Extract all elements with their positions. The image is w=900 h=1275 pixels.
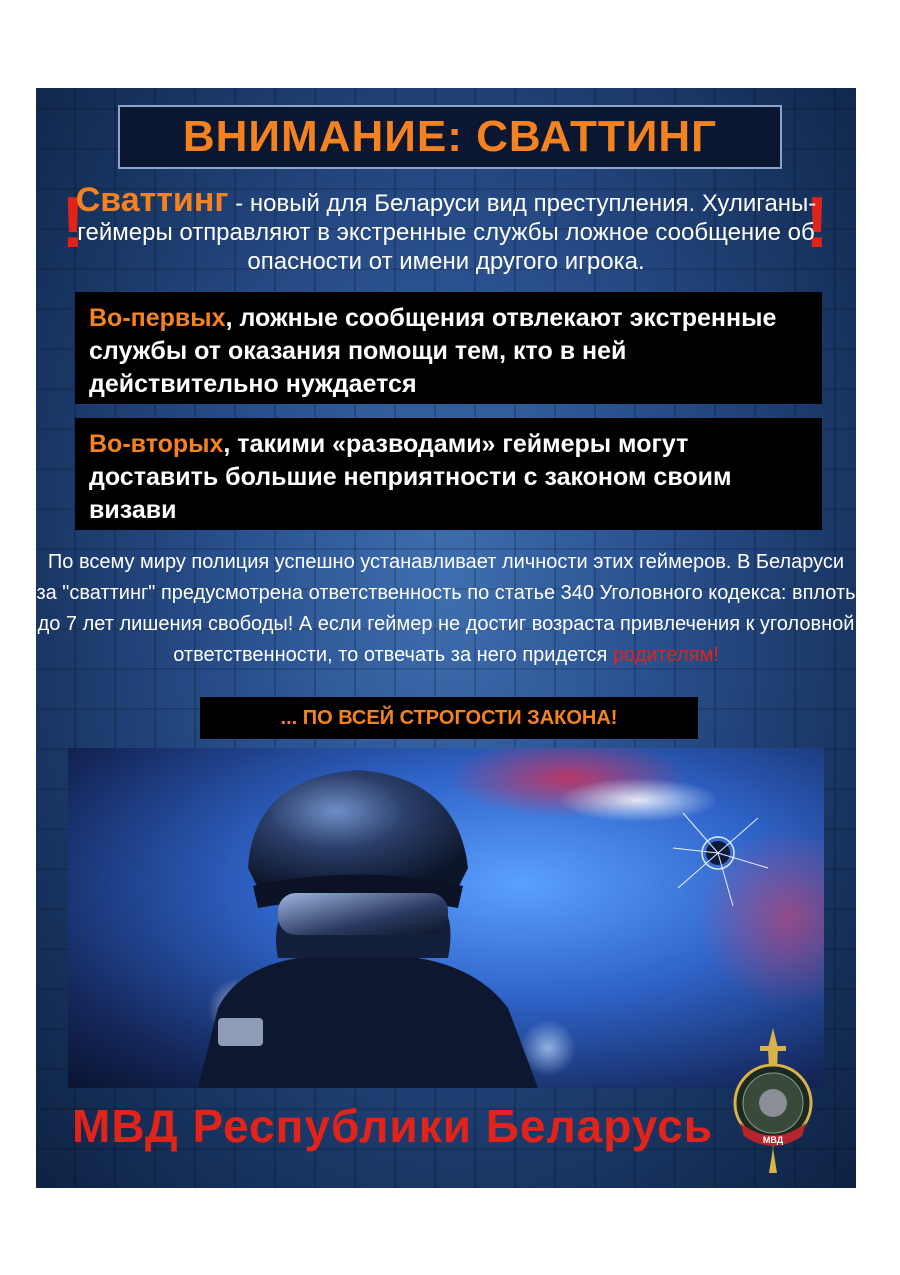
body-paragraph bbox=[36, 547, 856, 671]
point-text: , ложные сообщения отвлекают экстренные службы от оказания помощи тем, кто в ней действительно нуждается bbox=[89, 304, 777, 398]
page-title: ВНИМАНИЕ: СВАТТИНГ bbox=[182, 112, 718, 161]
exclamation-icon-left: ! bbox=[61, 183, 85, 263]
exclamation-icon-right: ! bbox=[805, 183, 829, 263]
bullet-hole-icon bbox=[673, 808, 773, 908]
point-text: , такими «разводами» геймеры могут доставить большие неприятности с законом своим визави bbox=[89, 430, 732, 524]
title-banner bbox=[118, 105, 782, 169]
mvd-emblem-icon bbox=[728, 1028, 818, 1173]
point-box-first bbox=[75, 292, 822, 404]
emblem-label: МВД bbox=[762, 1135, 784, 1145]
ministry-name: МВД Республики Беларусь bbox=[72, 1100, 714, 1152]
point-lead: Во-первых bbox=[89, 304, 226, 332]
swat-officer-photo bbox=[68, 748, 824, 1088]
point-box-second bbox=[75, 418, 822, 530]
law-banner bbox=[200, 697, 698, 739]
officer-silhouette-icon bbox=[158, 758, 578, 1088]
law-banner-text: ... ПО ВСЕЙ СТРОГОСТИ ЗАКОНА! bbox=[280, 706, 618, 729]
body-highlight: родителям! bbox=[612, 644, 719, 666]
point-lead: Во-вторых bbox=[89, 430, 224, 458]
intro-text: - новый для Беларуси вид преступления. Хулиганы-геймеры отправляют в экстренные службы ложное сообщение об опасности от имени другого игрока. bbox=[77, 190, 817, 275]
intro-term: Сваттинг bbox=[75, 181, 229, 219]
poster bbox=[36, 88, 856, 1188]
intro-paragraph bbox=[36, 181, 856, 276]
body-text: По всему миру полиция успешно устанавливает личности этих геймеров. В Беларуси за "сваттинг" предусмотрена ответственность по статье 340 Уголовного кодекса: вплоть до 7 лет лишения свободы! А если геймер не достиг возраста привлечения к уголовной ответственности, то отвечать за него придется bbox=[36, 551, 856, 666]
